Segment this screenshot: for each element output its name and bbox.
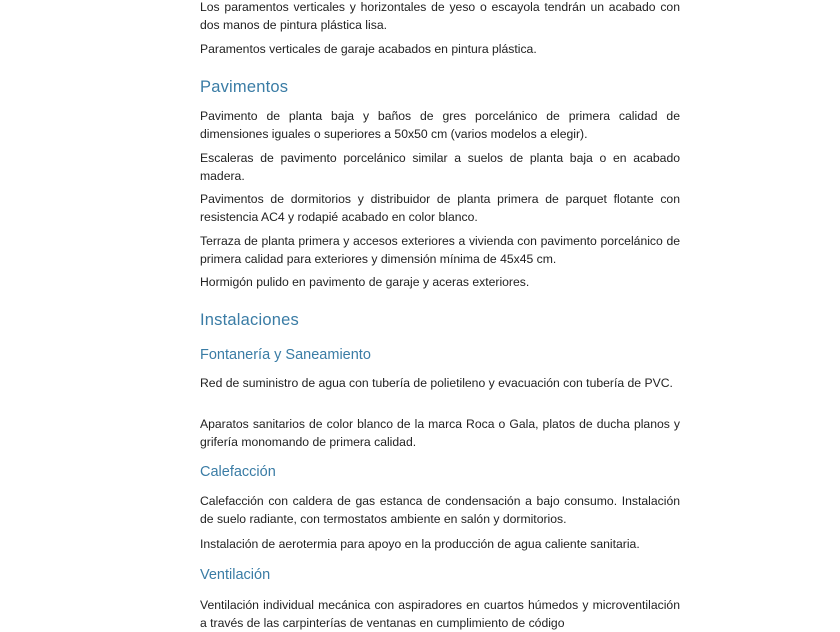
intro-paragraph-2: Paramentos verticales de garaje acabados en pintura plástica. bbox=[200, 42, 537, 56]
pavimentos-paragraph-5: Hormigón pulido en pavimento de garaje y aceras exteriores. bbox=[200, 275, 530, 289]
pavimentos-paragraph-1: Pavimento de planta baja y baños de gres porcelánico de primera calidad de dimensiones iguales o superiores a 50x50 cm (varios modelos a elegir). bbox=[200, 109, 680, 141]
pavimentos-paragraph-3: Pavimentos de dormitorios y distribuidor de planta primera de parquet flotante con resistencia AC4 y rodapié acabado en color blanco. bbox=[200, 192, 680, 224]
section-title-pavimentos: Pavimentos bbox=[200, 78, 289, 96]
fontaneria-paragraph-1: Red de suministro de agua con tubería de polietileno y evacuación con tubería de PVC. bbox=[200, 376, 673, 390]
subsection-title-fontaneria: Fontanería y Saneamiento bbox=[200, 347, 371, 363]
section-title-instalaciones: Instalaciones bbox=[200, 311, 299, 329]
ventilacion-paragraph-1: Ventilación individual mecánica con aspiradores en cuartos húmedos y microventilación a través de las carpinterías de ventanas en cumplimiento de código bbox=[200, 598, 680, 630]
subsection-title-ventilacion: Ventilación bbox=[200, 567, 271, 583]
intro-paragraph-1: Los paramentos verticales y horizontales de yeso o escayola tendrán un acabado con dos manos de pintura plástica lisa. bbox=[200, 0, 680, 32]
pavimentos-paragraph-2: Escaleras de pavimento porcelánico similar a suelos de planta baja o en acabado madera. bbox=[200, 151, 680, 183]
calefaccion-paragraph-2: Instalación de aerotermia para apoyo en la producción de agua caliente sanitaria. bbox=[200, 537, 640, 551]
calefaccion-paragraph-1: Calefacción con caldera de gas estanca de condensación a bajo consumo. Instalación de suelo radiante, con termostatos ambiente en salón y dormitorios. bbox=[200, 494, 680, 526]
fontaneria-paragraph-2: Aparatos sanitarios de color blanco de la marca Roca o Gala, platos de ducha planos y grifería monomando de primera calidad. bbox=[200, 417, 680, 449]
pavimentos-paragraph-4: Terraza de planta primera y accesos exteriores a vivienda con pavimento porcelánico de primera calidad para exteriores y dimensión mínima de 45x45 cm. bbox=[200, 234, 680, 266]
subsection-title-calefaccion: Calefacción bbox=[200, 464, 276, 480]
